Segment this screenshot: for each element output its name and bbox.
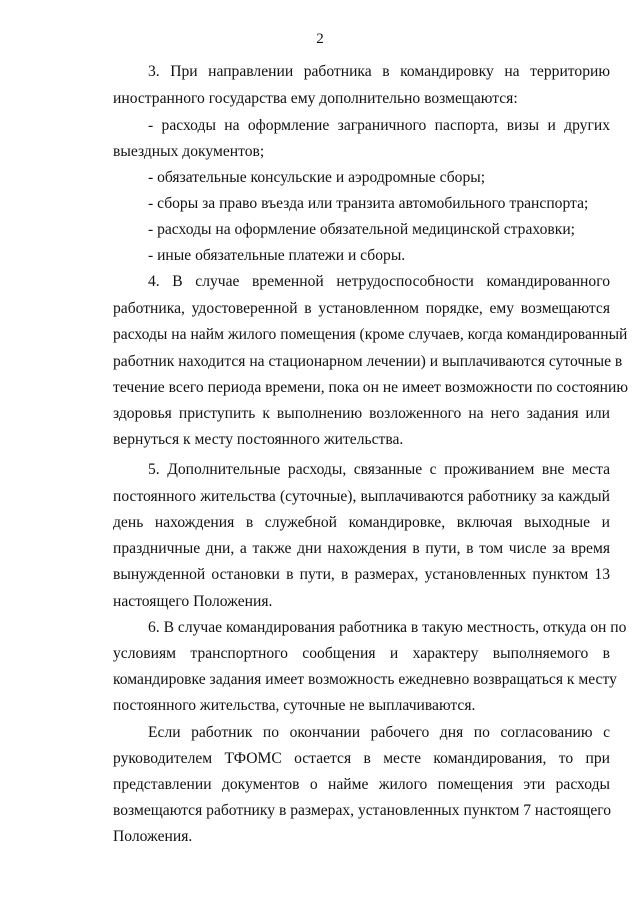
text-line: представлении документов о найме жилого помещения эти расходы [113, 776, 610, 793]
text-line: вернуться к месту постоянного жительства. [113, 431, 404, 448]
text-line: командировке задания имеет возможность ежедневно возвращаться к месту [113, 671, 617, 688]
text-line: постоянного жительства, суточные не выплачиваются. [113, 697, 476, 714]
text-line: 5. Дополнительные расходы, связанные с проживанием вне места [148, 461, 610, 478]
text-line: условиям транспортного сообщения и характеру выполняемого в [113, 645, 610, 662]
text-line: настоящего Положения. [113, 593, 273, 610]
text-line: выездных документов; [113, 143, 265, 160]
text-line: иностранного государства ему дополнительно возмещаются: [113, 90, 518, 107]
text-line: возмещаются работнику в размерах, установленных пунктом 7 настоящего [113, 802, 612, 819]
text-line: 3. При направлении работника в командировку на территорию [148, 63, 610, 80]
text-line: работник находится на стационарном лечении) и выплачиваются суточные в [113, 353, 623, 370]
text-line: 4. В случае временной нетрудоспособности командированного [148, 273, 610, 290]
text-line: - иные обязательные платежи и сборы. [148, 247, 406, 264]
text-line: - расходы на оформление заграничного паспорта, визы и других [148, 117, 610, 134]
text-line: день нахождения в служебной командировке, включая выходные и [113, 514, 610, 531]
text-line: - сборы за право въезда или транзита автомобильного транспорта; [148, 195, 589, 212]
text-line: здоровья приступить к выполнению возложенного на него задания или [113, 405, 610, 422]
text-line: расходы на найм жилого помещения (кроме случаев, когда командированный [113, 326, 628, 343]
text-line: Если работник по окончании рабочего дня по согласованию с [148, 724, 610, 741]
text-line: - обязательные консульские и аэродромные сборы; [148, 169, 486, 186]
text-line: работника, удостоверенной в установленном порядке, ему возмещаются [113, 300, 610, 317]
text-line: вынужденной остановки в пути, в размерах, установленных пунктом 13 [113, 566, 610, 583]
text-line: Положения. [113, 828, 193, 845]
text-line: руководителем ТФОМС остается в месте командирования, то при [113, 750, 610, 767]
text-line: - расходы на оформление обязательной медицинской страховки; [148, 221, 575, 238]
page-number: 2 [316, 31, 324, 47]
text-line: течение всего периода времени, пока он не имеет возможности по состоянию [113, 379, 629, 396]
text-line: праздничные дни, а также дни нахождения в пути, в том числе за время [113, 540, 610, 557]
text-line: 6. В случае командирования работника в такую местность, откуда он по [148, 619, 627, 636]
text-line: постоянного жительства (суточные), выплачиваются работнику за каждый [113, 488, 610, 505]
